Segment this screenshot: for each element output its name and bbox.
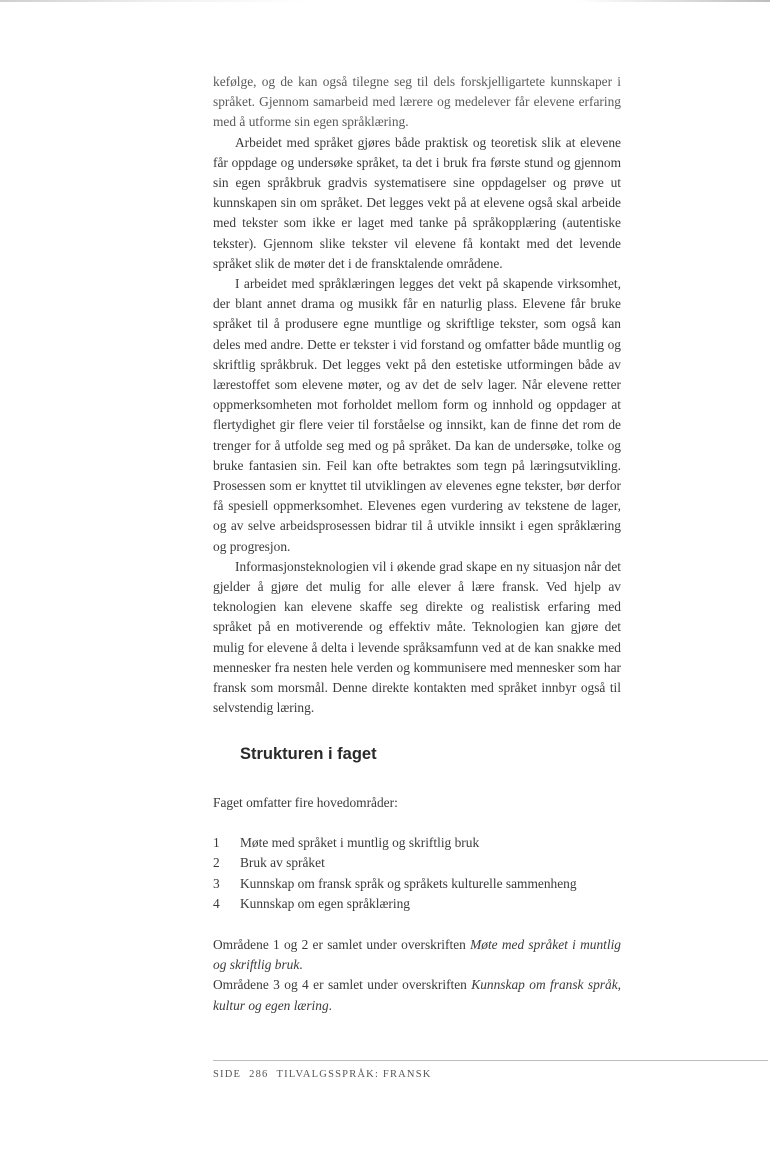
list-item-text: Kunnskap om egen språklæring <box>240 896 410 911</box>
summary-title: Møte med språket i muntlig og skriftlig bruk <box>213 936 621 972</box>
body-paragraph-1: kefølge, og de kan også tilegne seg til dels forskjelligartete kunnskaper i språket. Gjennom samarbeid med lærere og medelever får elevene erfaring med å utforme sin egen språklæring. <box>213 74 621 130</box>
summary-punct: . <box>299 956 303 972</box>
areas-summary <box>213 935 621 1017</box>
list-item-number: 4 <box>213 896 220 911</box>
section-heading: Strukturen i faget <box>240 744 377 763</box>
page-footer <box>213 1069 440 1080</box>
list-item <box>213 894 621 915</box>
footer-section: TILVALGSSPRÅK: FRANSK <box>276 1069 432 1080</box>
body-paragraph-2: Arbeidet med språket gjøres både praktisk og teoretisk slik at elevene får oppdage og undersøke språket, ta det i bruk fra første stund og gjennom sin egen språkbruk gradvis systematisere sine oppdagelser og prøve ut kunnskapen sin om språket. Det legges vekt på at elevene også skal arbeide med tekster som ikke er laget med tanke på språkopplæring (autentiske tekster). Gjennom slike tekster vil elevene få kontakt med det levende språket slik de møter det i de fransktalende områdene. <box>213 134 621 271</box>
list-item-text: Bruk av språket <box>240 855 325 870</box>
list-item <box>213 853 621 874</box>
body-paragraph-4: Informasjonsteknologien vil i økende grad skape en ny situasjon når det gjelder å gjøre det mulig for alle elever å lære fransk. Ved hjelp av teknologien kan elevene skaffe seg direkte og realistisk erfaring med språket på en motiverende og effektiv måte. Teknologien kan gjøre det mulig for elevene å delta i levende språksamfunn ved at de kan snakke med mennesker fra nesten hele verden og kommunisere med mennesker som har fransk som morsmål. Denne direkte kontakten med språket innbyr også til selvstendig læring. <box>213 558 621 716</box>
summary-line-1 <box>213 935 621 976</box>
list-item <box>213 874 621 895</box>
footer-label: SIDE <box>213 1069 242 1080</box>
summary-title: Kunnskap om fransk språk, kultur og egen læring <box>213 977 621 1013</box>
page-body <box>213 72 621 1016</box>
section-intro: Faget omfatter fire hovedområder: <box>213 794 398 810</box>
list-item-number: 3 <box>213 875 220 891</box>
summary-punct: . <box>328 997 333 1013</box>
summary-text: Områdene 3 og 4 er samlet under overskriften <box>213 977 472 993</box>
list-item <box>213 833 621 854</box>
body-paragraph-3: I arbeidet med språklæringen legges det vekt på skapende virksomhet, der blant annet drama og musikk får en naturlig plass. Elevene får bruke språket til å produsere egne muntlige og skriftlige tekster, som også kan deles med andre. Dette er tekster i vid forstand og omfatter både muntlig og skriftlig språkbruk. Det legges vekt på den estetiske utformingen både av lærestoffet som elevene møter, og av det de selv lager. Når elevene retter oppmerksomheten mot forholdet mellom form og innhold og oppdager at flertydighet gir flere veier til forståelse og innsikt, kan de finne det rom de trenger for å utfolde seg med og på språket. Da kan de undersøke, tolke og bruke fantasien sin. Feil kan ofte betraktes som tegn på læringsutvikling. Prosessen som er knyttet til utviklingen av elevenes egne tekster, bør derfor få spesiell oppmerksomhet. Elevenes egen vurdering av tekstene de lager, og av selve arbeidsprosessen bidrar til å utvikle innsikt i egen språklæring og progresjon. <box>213 276 621 554</box>
list-item-number: 1 <box>213 834 220 850</box>
page-number: 286 <box>249 1069 269 1080</box>
footer-rule <box>213 1060 768 1061</box>
summary-text: Områdene 1 og 2 er samlet under overskriften <box>213 936 471 952</box>
list-item-text: Kunnskap om fransk språk og språkets kulturelle sammenheng <box>240 875 577 891</box>
summary-line-2 <box>213 975 621 1016</box>
list-item-text: Møte med språket i muntlig og skriftlig bruk <box>240 834 480 850</box>
scan-edge <box>0 0 770 2</box>
list-item-number: 2 <box>213 855 220 870</box>
main-areas-list <box>213 833 621 915</box>
